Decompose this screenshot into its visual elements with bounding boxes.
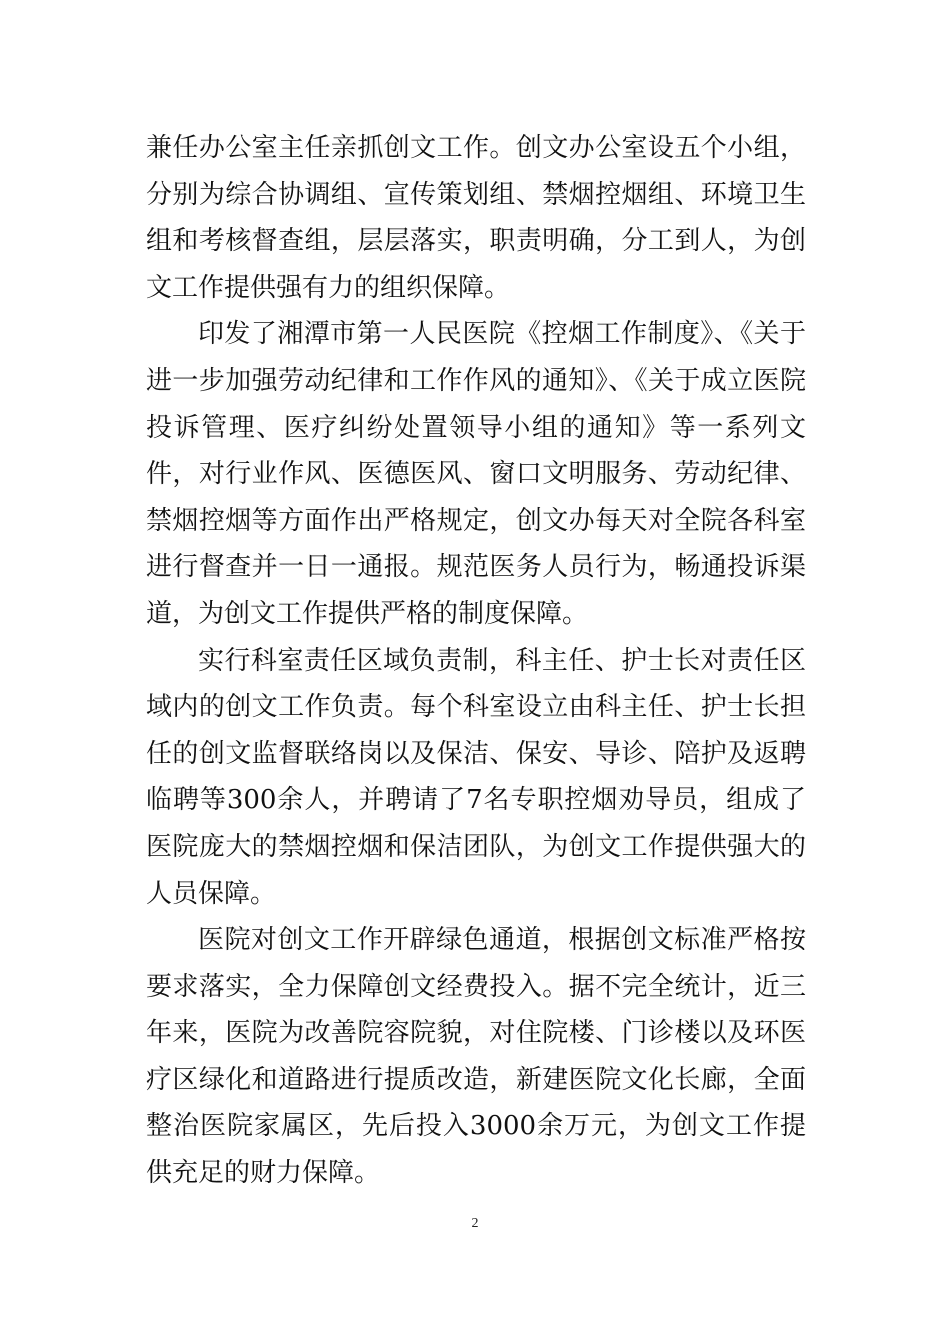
paragraph-regulations: 印发了湘潭市第一人民医院《控烟工作制度》、《关于进一步加强劳动纪律和工作作风的通知》、《关于成立医院投诉管理、医疗纠纷处置领导小组的通知》等一系列文件，对行业作风、医德医风、窗口文明服务、劳动纪律、禁烟控烟等方面作出严格规定，创文办每天对全院各科室进行督查并一日一通报。规范医务人员行为，畅通投诉渠道，为创文工作提供严格的制度保障。 [146,319,806,629]
document-body [146,125,806,1197]
paragraph-funding: 医院对创文工作开辟绿色通道，根据创文标准严格按要求落实，全力保障创文经费投入。据不完全统计，近三年来，医院为改善院容院貌，对住院楼、门诊楼以及环医疗区绿化和道路进行提质改造，新建医院文化长廊，全面整治医院家属区，先后投入3000余万元，为创文工作提供充足的财力保障。 [146,925,806,1189]
paragraph-continuation: 兼任办公室主任亲抓创文工作。创文办公室设五个小组，分别为综合协调组、宣传策划组、禁烟控烟组、环境卫生组和考核督查组，层层落实，职责明确，分工到人，为创文工作提供强有力的组织保障。 [146,133,806,303]
page-number: 2 [471,1216,479,1231]
paragraph-responsibility: 实行科室责任区域负责制，科主任、护士长对责任区域内的创文工作负责。每个科室设立由科主任、护士长担任的创文监督联络岗以及保洁、保安、导诊、陪护及返聘临聘等300余人，并聘请了7名专职控烟劝导员，组成了医院庞大的禁烟控烟和保洁团队，为创文工作提供强大的人员保障。 [146,645,806,909]
